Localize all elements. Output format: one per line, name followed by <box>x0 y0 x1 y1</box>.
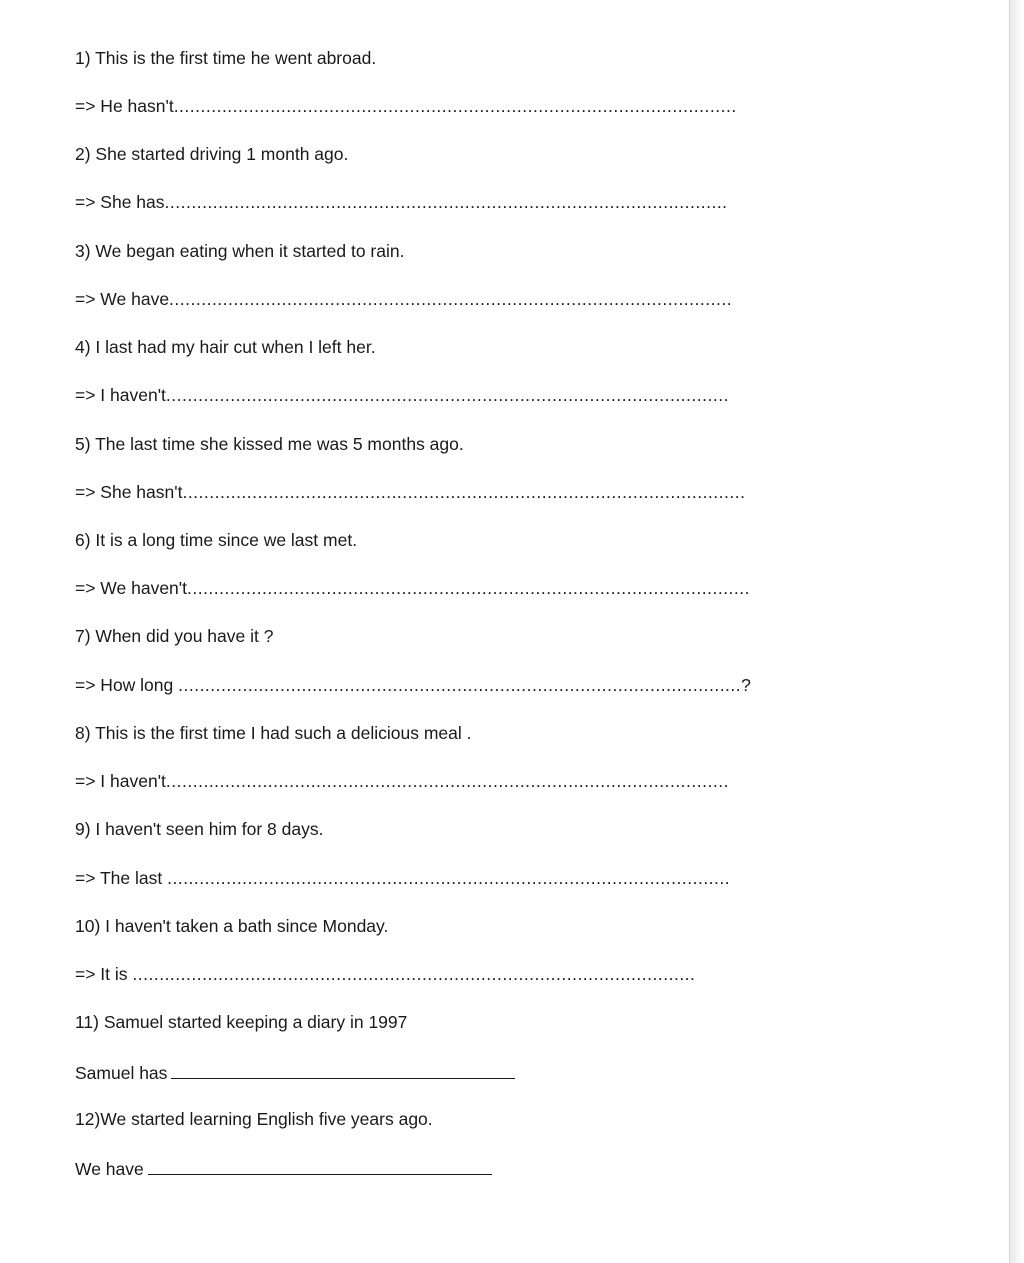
answer-line-4 <box>75 384 729 406</box>
question-12: 12)We started learning English five years ago. <box>75 1109 433 1129</box>
answer-line-7 <box>75 674 751 696</box>
answer-line-9 <box>75 867 730 889</box>
question-10: 10) I haven't taken a bath since Monday. <box>75 916 389 936</box>
answer-line-6 <box>75 577 750 599</box>
answer-dots-3[interactable]: ......................................................................................................... <box>169 289 733 309</box>
answer-prompt-5: => She hasn't <box>75 482 183 502</box>
answer-prompt-8: => I haven't <box>75 771 166 791</box>
question-7: 7) When did you have it ? <box>75 626 274 646</box>
answer-line-10 <box>75 963 695 985</box>
answer-line-2 <box>75 191 728 213</box>
answer-prompt-10: => It is <box>75 964 133 984</box>
answer-line-12 <box>75 1156 492 1178</box>
answer-prompt-3: => We have <box>75 289 170 309</box>
question-2: 2) She started driving 1 month ago. <box>75 144 349 164</box>
answer-prompt-12: We have <box>75 1159 144 1179</box>
answer-dots-10[interactable]: ......................................................................................................... <box>132 964 696 984</box>
answer-line-1 <box>75 95 737 117</box>
answer-prompt-11: Samuel has <box>75 1063 168 1083</box>
question-11: 11) Samuel started keeping a diary in 1997 <box>75 1012 408 1032</box>
answer-prompt-1: => He hasn't <box>75 96 174 116</box>
question-1: 1) This is the first time he went abroad. <box>75 48 377 68</box>
answer-line-8 <box>75 770 729 792</box>
answer-prompt-9: => The last <box>75 868 168 888</box>
answer-dots-2[interactable]: ......................................................................................................... <box>164 192 728 212</box>
answer-line-5 <box>75 481 745 503</box>
question-9: 9) I haven't seen him for 8 days. <box>75 819 324 839</box>
answer-line-11 <box>75 1060 515 1082</box>
answer-blank-11[interactable] <box>171 1060 515 1079</box>
answer-dots-5[interactable]: ......................................................................................................... <box>182 482 746 502</box>
answer-prompt-4: => I haven't <box>75 385 166 405</box>
answer-dots-8[interactable]: ......................................................................................................... <box>165 771 729 791</box>
answer-prompt-6: => We haven't <box>75 578 187 598</box>
answer-prompt-7: => How long <box>75 675 179 695</box>
question-8: 8) This is the first time I had such a delicious meal . <box>75 723 472 743</box>
answer-line-3 <box>75 288 732 310</box>
answer-dots-9[interactable]: ......................................................................................................... <box>167 868 731 888</box>
answer-dots-6[interactable]: ......................................................................................................... <box>186 578 751 598</box>
question-4: 4) I last had my hair cut when I left her. <box>75 337 376 357</box>
question-3: 3) We began eating when it started to rain. <box>75 241 405 261</box>
question-5: 5) The last time she kissed me was 5 months ago. <box>75 434 464 454</box>
answer-dots-4[interactable]: ......................................................................................................... <box>165 385 729 405</box>
page-edge <box>1009 0 1024 1263</box>
answer-blank-12[interactable] <box>148 1156 492 1175</box>
answer-prompt-2: => She has <box>75 192 165 212</box>
question-6: 6) It is a long time since we last met. <box>75 530 358 550</box>
answer-suffix-7: ? <box>741 675 751 695</box>
answer-dots-7[interactable]: ......................................................................................................... <box>178 675 742 695</box>
answer-dots-1[interactable]: ......................................................................................................... <box>173 96 737 116</box>
